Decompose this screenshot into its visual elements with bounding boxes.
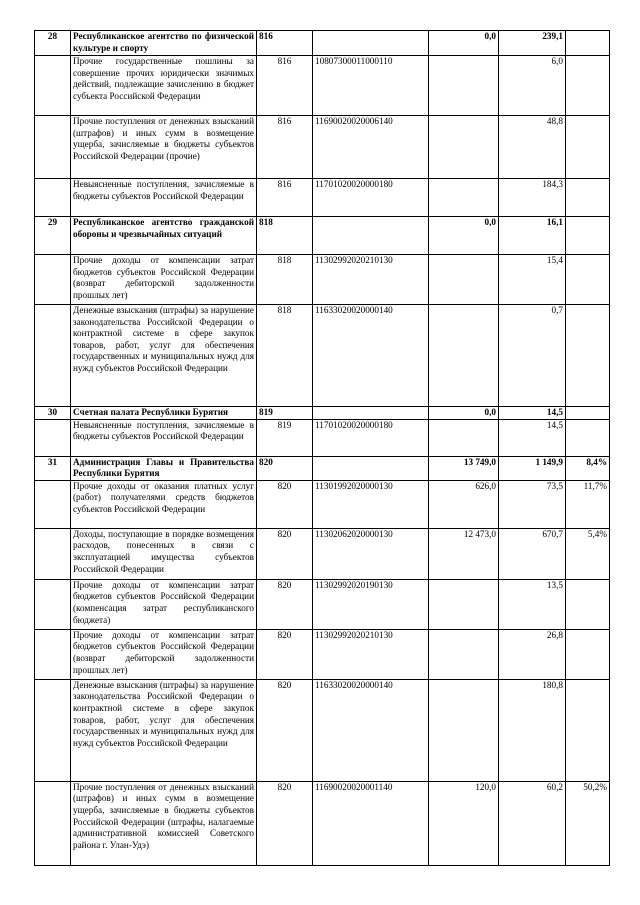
row-number: 29 bbox=[35, 217, 71, 255]
admin-code: 816 bbox=[257, 116, 313, 179]
actual-value: 6,0 bbox=[499, 56, 566, 116]
actual-value: 14,5 bbox=[499, 407, 566, 420]
actual-value: 48,8 bbox=[499, 116, 566, 179]
row-number bbox=[35, 419, 71, 456]
actual-value: 14,5 bbox=[499, 419, 566, 456]
actual-value: 13,5 bbox=[499, 579, 566, 629]
actual-value: 73,5 bbox=[499, 480, 566, 528]
actual-value: 0,7 bbox=[499, 305, 566, 407]
table-row bbox=[35, 305, 610, 407]
admin-code: 816 bbox=[257, 31, 313, 56]
table-row bbox=[35, 579, 610, 629]
row-name: Республиканское агентство гражданской обороны и чрезвычайных ситуаций bbox=[71, 217, 257, 255]
table-row bbox=[35, 419, 610, 456]
plan-value bbox=[429, 679, 499, 781]
plan-value bbox=[429, 116, 499, 179]
table-row bbox=[35, 781, 610, 865]
admin-code: 818 bbox=[257, 305, 313, 407]
budget-class-code bbox=[313, 407, 429, 420]
admin-code: 816 bbox=[257, 179, 313, 217]
plan-value bbox=[429, 305, 499, 407]
budget-class-code: 11633020020000140 bbox=[313, 679, 429, 781]
execution-percent bbox=[566, 116, 610, 179]
budget-class-code bbox=[313, 456, 429, 480]
budget-class-code: 11690020020006140 bbox=[313, 116, 429, 179]
execution-percent bbox=[566, 419, 610, 456]
plan-value bbox=[429, 255, 499, 305]
actual-value: 184,3 bbox=[499, 179, 566, 217]
execution-percent: 5,4% bbox=[566, 528, 610, 579]
budget-class-code: 11302992020210130 bbox=[313, 629, 429, 679]
plan-value: 12 473,0 bbox=[429, 528, 499, 579]
plan-value: 0,0 bbox=[429, 217, 499, 255]
admin-code: 819 bbox=[257, 419, 313, 456]
row-number: 31 bbox=[35, 456, 71, 480]
execution-percent bbox=[566, 31, 610, 56]
execution-percent bbox=[566, 407, 610, 420]
row-number: 30 bbox=[35, 407, 71, 420]
row-name: Прочие доходы от компенсации затрат бюджетов субъектов Российской Федерации (возврат дебиторской задолженности прошлых лет) bbox=[71, 255, 257, 305]
actual-value: 1 149,9 bbox=[499, 456, 566, 480]
admin-code: 818 bbox=[257, 217, 313, 255]
row-number bbox=[35, 305, 71, 407]
execution-percent bbox=[566, 179, 610, 217]
plan-value: 626,0 bbox=[429, 480, 499, 528]
table-row bbox=[35, 56, 610, 116]
execution-percent: 11,7% bbox=[566, 480, 610, 528]
actual-value: 16,1 bbox=[499, 217, 566, 255]
row-number bbox=[35, 255, 71, 305]
table-row bbox=[35, 629, 610, 679]
row-name: Республиканское агентство по физической культуре и спорту bbox=[71, 31, 257, 56]
admin-code: 820 bbox=[257, 679, 313, 781]
budget-class-code bbox=[313, 31, 429, 56]
admin-code: 819 bbox=[257, 407, 313, 420]
plan-value bbox=[429, 56, 499, 116]
budget-class-code: 11302992020190130 bbox=[313, 579, 429, 629]
actual-value: 60,2 bbox=[499, 781, 566, 865]
table-row bbox=[35, 528, 610, 579]
table-row bbox=[35, 179, 610, 217]
execution-percent bbox=[566, 305, 610, 407]
row-number bbox=[35, 579, 71, 629]
execution-percent bbox=[566, 679, 610, 781]
plan-value bbox=[429, 179, 499, 217]
budget-class-code: 11302992020210130 bbox=[313, 255, 429, 305]
row-number bbox=[35, 781, 71, 865]
budget-table bbox=[34, 30, 610, 866]
row-number bbox=[35, 679, 71, 781]
admin-code: 820 bbox=[257, 528, 313, 579]
execution-percent bbox=[566, 255, 610, 305]
row-number bbox=[35, 56, 71, 116]
admin-code: 816 bbox=[257, 56, 313, 116]
budget-class-code: 11302062020000130 bbox=[313, 528, 429, 579]
execution-percent: 50,2% bbox=[566, 781, 610, 865]
row-name: Администрация Главы и Правительства Республики Бурятия bbox=[71, 456, 257, 480]
admin-code: 820 bbox=[257, 579, 313, 629]
table-row bbox=[35, 255, 610, 305]
row-name: Прочие государственные пошлины за совершение прочих юридически значимых действий, подлежащие зачислению в бюджет субъекта Российской Федерации bbox=[71, 56, 257, 116]
table-row bbox=[35, 480, 610, 528]
actual-value: 26,8 bbox=[499, 629, 566, 679]
admin-code: 820 bbox=[257, 456, 313, 480]
row-number bbox=[35, 116, 71, 179]
actual-value: 239,1 bbox=[499, 31, 566, 56]
plan-value bbox=[429, 579, 499, 629]
row-name: Счетная палата Республики Бурятия bbox=[71, 407, 257, 420]
budget-class-code: 11701020020000180 bbox=[313, 419, 429, 456]
row-number bbox=[35, 179, 71, 217]
row-number: 28 bbox=[35, 31, 71, 56]
row-number bbox=[35, 528, 71, 579]
row-name: Прочие доходы от компенсации затрат бюджетов субъектов Российской Федерации (компенсация затрат республиканского бюджета) bbox=[71, 579, 257, 629]
row-name: Прочие поступления от денежных взысканий (штрафов) и иных сумм в возмещение ущерба, зачисляемые в бюджеты субъектов Российской Федерации (прочие) bbox=[71, 116, 257, 179]
execution-percent bbox=[566, 217, 610, 255]
row-number bbox=[35, 629, 71, 679]
plan-value: 120,0 bbox=[429, 781, 499, 865]
plan-value bbox=[429, 419, 499, 456]
admin-code: 820 bbox=[257, 781, 313, 865]
row-name: Невыясненные поступления, зачисляемые в бюджеты субъектов Российской Федерации bbox=[71, 179, 257, 217]
row-name: Прочие доходы от оказания платных услуг (работ) получателями средств бюджетов субъектов Российской Федерации bbox=[71, 480, 257, 528]
agency-row bbox=[35, 456, 610, 480]
execution-percent bbox=[566, 579, 610, 629]
admin-code: 820 bbox=[257, 480, 313, 528]
plan-value: 0,0 bbox=[429, 31, 499, 56]
row-name: Прочие доходы от компенсации затрат бюджетов субъектов Российской Федерации (возврат дебиторской задолженности прошлых лет) bbox=[71, 629, 257, 679]
budget-class-code: 11701020020000180 bbox=[313, 179, 429, 217]
row-name: Невыясненные поступления, зачисляемые в бюджеты субъектов Российской Федерации bbox=[71, 419, 257, 456]
admin-code: 820 bbox=[257, 629, 313, 679]
plan-value: 0,0 bbox=[429, 407, 499, 420]
row-name: Доходы, поступающие в порядке возмещения расходов, понесенных в связи с эксплуатацией имущества субъектов Российской Федерации bbox=[71, 528, 257, 579]
execution-percent bbox=[566, 629, 610, 679]
budget-class-code bbox=[313, 217, 429, 255]
row-number bbox=[35, 480, 71, 528]
budget-class-code: 10807300011000110 bbox=[313, 56, 429, 116]
table-row bbox=[35, 116, 610, 179]
admin-code: 818 bbox=[257, 255, 313, 305]
row-name: Денежные взыскания (штрафы) за нарушение законодательства Российской Федерации о контрактной системе в сфере закупок товаров, работ, услуг для обеспечения государственных и муниципальных нужд для нужд субъектов Российской Федерации bbox=[71, 305, 257, 407]
table-row bbox=[35, 679, 610, 781]
budget-class-code: 11690020020001140 bbox=[313, 781, 429, 865]
actual-value: 670,7 bbox=[499, 528, 566, 579]
agency-row bbox=[35, 407, 610, 420]
plan-value bbox=[429, 629, 499, 679]
actual-value: 15,4 bbox=[499, 255, 566, 305]
execution-percent: 8,4% bbox=[566, 456, 610, 480]
budget-class-code: 11301992020000130 bbox=[313, 480, 429, 528]
budget-class-code: 11633020020000140 bbox=[313, 305, 429, 407]
row-name: Денежные взыскания (штрафы) за нарушение законодательства Российской Федерации о контрактной системе в сфере закупок товаров, работ, услуг для обеспечения государственных и муниципальных нужд для нужд субъектов Российской Федерации bbox=[71, 679, 257, 781]
row-name: Прочие поступления от денежных взысканий (штрафов) и иных сумм в возмещение ущерба, зачисляемые в бюджеты субъектов Российской Федерации (штрафы, налагаемые административной комиссией Советского района г. Улан-Удэ) bbox=[71, 781, 257, 865]
agency-row bbox=[35, 31, 610, 56]
execution-percent bbox=[566, 56, 610, 116]
plan-value: 13 749,0 bbox=[429, 456, 499, 480]
agency-row bbox=[35, 217, 610, 255]
actual-value: 180,8 bbox=[499, 679, 566, 781]
